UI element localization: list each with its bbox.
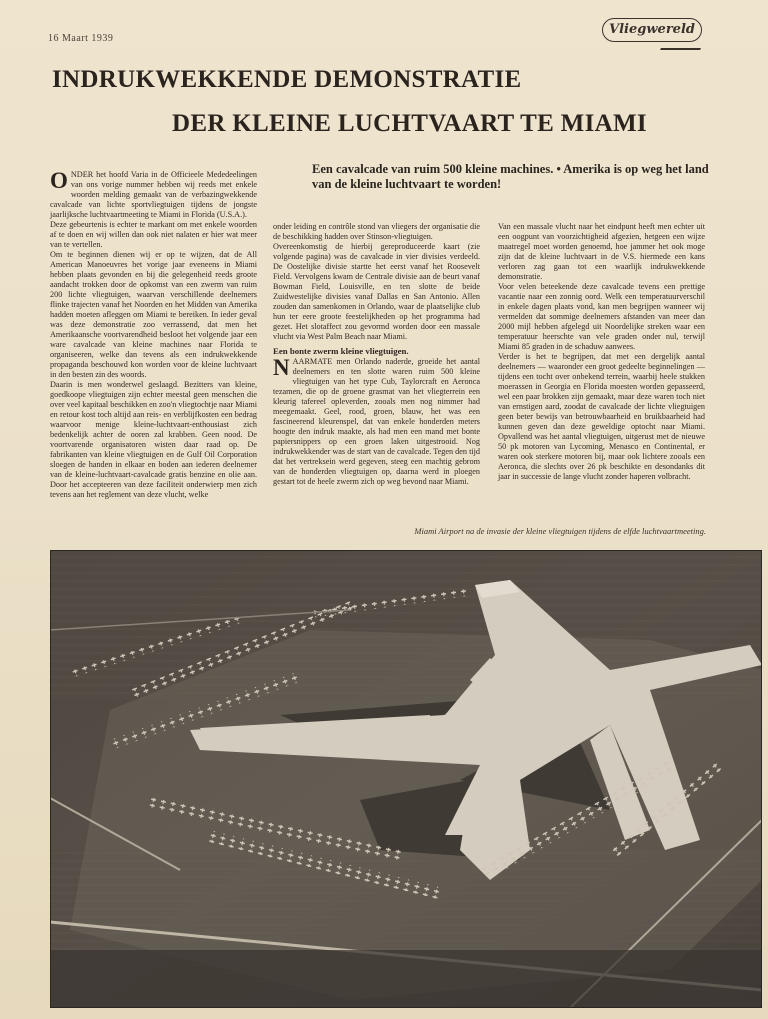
paragraph: Voor velen beteekende deze cavalcade tevens een prettige vacantie naar een zonnig oord. Welk een temperatuurverschil in enkele dagen plaats vond, kan men begrijpen wanneer wij vermelden dat sommige deelnemers afstanden van meer dan 2000 mijl hebben afgelegd uit Noordelijke streken waar een temperatuur heerschte van vele graden onder nul, terwijl Miami 85 graden in de schaduw aanwees. xyxy=(498,282,705,351)
paragraph: onder leiding en contrôle stond van vliegers der organisatie die de beschikking hadden over Stinson-vliegtuigen. xyxy=(273,222,480,241)
paragraph: NAARMATE men Orlando naderde, groeide het aantal deelnemers en ten slotte waren ruim 500 kleine vliegtuigen van het type Cub, Taylorcraft en Aeronca tezamen, die op de groene grasmat van het vliegterrein een kleurig tafereel opleverden, zooals men nog nimmer had meegemaakt. Geel, rood, groen, blauw, het was een fascineerend kleurenspel, dat van enkele honderden meters hoogte den indruk maakte, als had men een mand met bonte papiersnippers op een groen laken uitgestrooid. Nog indrukwekkender was de start van de cavalcade. Tegen den tijd dat het vertreksein werd gegeven, steeg een machtig gebrom van de honderden vliegtuigen op, daarna werd in ploegen gestart tot de heele zwerm zich op weg bevond naar Miami. xyxy=(273,355,480,486)
logo-swoosh-icon xyxy=(660,40,704,50)
section-heading: Een bonte zwerm kleine vliegtuigen. xyxy=(273,346,409,356)
issue-date: 16 Maart 1939 xyxy=(48,33,114,44)
logo-wordmark: Vliegwereld xyxy=(602,18,702,42)
text-column-2 xyxy=(273,222,480,487)
article-subtitle: Een cavalcade van ruim 500 kleine machines. • Amerika is op weg het land van de kleine luchtvaart te worden! xyxy=(312,162,709,191)
drop-cap: N xyxy=(273,355,290,380)
paragraph: Deze gebeurtenis is echter te markant om met enkele woorden af te doen en wij willen dan ook niet nalaten er hier wat meer van te vertellen. xyxy=(50,220,257,249)
magazine-logo xyxy=(602,18,706,50)
paragraph: Om te beginnen dienen wij er op te wijzen, dat de All American Manoeuvres het vorige jaar eveneens in Miami hebben plaats gevonden en bij die gelegenheid reeds groote aandacht trokken door de opkomst van een zwerm van ruim 200 lichte vliegtuigen, waarvan verschillende deelnemers flinke trajecten vanaf het Noorden en het Midden van Amerika hadden moeten afleggen om Miami te bereiken. In ieder geval was deze demonstratie zoo verrassend, dat men het Amerikaansche voortvarendheid besloot het volgende jaar een ware cavalcade van kleine machines naar Florida te organiseeren, welke dan tevens als een indrukwekkende propaganda beschouwd kon worden voor de kleine luchtvaart in den besten zin des woords. xyxy=(50,250,257,379)
article-title-line2: DER KLEINE LUCHTVAART TE MIAMI xyxy=(172,110,647,137)
paragraph: Overeenkomstig de hierbij gereproduceerde kaart (zie volgende pagina) was de cavalcade in vier divisies verdeeld. De Oostelijke divisie startte het eerst vanaf het Roosevelt Field. Vervolgens kwam de Centrale divisie aan de beurt vanaf Bowman Field, Louisville, en ten slotte de beide Zuidwestelijke divisies vanaf Dallas en San Antonio. Allen zouden dan samenkomen in Orlando, waar de plaatselijke club hun ter eere groote feestelijkheden op het programma had gezet. Het slotaffect zou gevormd worden door een massale vlucht via West Palm Beach naar Miami. xyxy=(273,242,480,341)
text-column-3 xyxy=(498,222,705,482)
paragraph: ONDER het hoofd Varia in de Officieele Mededeelingen van ons vorige nummer hebben wij reeds met enkele woorden melding gemaakt van de verbazingwekkende cavalcade van lichte sportvliegtuigen tijdens de jongste jaarlijksche luchtvaartmeeting te Miami in Florida (U.S.A.). xyxy=(50,168,257,219)
paragraph: Van een massale vlucht naar het eindpunt heeft men echter uit een oogpunt van voorzichtigheid afgezien, hetgeen een wijze maatregel moet worden genoemd, hoe jammer het ook moge zijn dat de kleine luchtvaart in de V.S. hiermede een kans verloren zag gaan tot een waarlijk indrukwekkende demonstratie. xyxy=(498,222,705,281)
text-column-1 xyxy=(50,170,257,500)
photo-caption: Miami Airport na de invasie der kleine vliegtuigen tijdens de elfde luchtvaartmeeting. xyxy=(414,526,706,536)
aerial-photo-miami-airport xyxy=(50,550,762,1008)
article-title-line1: INDRUKWEKKENDE DEMONSTRATIE xyxy=(52,66,522,93)
paragraph: Daarin is men wonderwel geslaagd. Bezitters van kleine, goedkoope vliegtuigen zijn echter meestal geen menschen die over veel kapitaal beschikken en zoo'n vliegtochtje naar Miami en retour kost toch altijd aan reis- en verblijfkosten een bedrag waarvoor menige kleine-luchtvaart-enthousiast zich bedenkelijk achter de ooren zal krabben. Geen nood. De voortvarende organisatoren wisten daar raad op. De fabrikanten van kleine vliegtuigen en de Gulf Oil Corporation sloegen de handen in elkaar en boden aan iederen deelnemer van de kleine-luchtvaart-cavalcade gratis benzine en olie aan. Door het accepteeren van deze faciliteit onderwierp men zich tevens aan het reglement van deze vlucht, welke xyxy=(50,380,257,499)
drop-cap: O xyxy=(50,168,68,193)
airport-aerial-image xyxy=(50,550,762,1008)
paragraph: Verder is het te begrijpen, dat met een dergelijk aantal deelnemers — waaronder een groot gedeelte beginnelingen — tijdens een tocht over onbekend terrein, waarbij heele stukken moerassen in Georgia en Florida moesten worden gepasseerd, wel een paar brokken zijn gemaakt, maar deze waren toch niet van ernstigen aard, zoodat de cavalcade der lichte vliegtuigen geen beter bewijs van betrouwbaarheid en bruikbaarheid had kunnen geven dan deze geweldige optocht naar Miami. Opvallend was het aantal vliegtuigen, uitgerust met de nieuwe 50 pk motoren van Lycoming, Menasco en Continental, er waren ook sterkere motoren bij, maar ook lichtere zooals een Aeronca, die slechts over 26 pk beschikte en desondanks dit jaar in successie de lange vlucht zonder haperen volbracht. xyxy=(498,352,705,481)
